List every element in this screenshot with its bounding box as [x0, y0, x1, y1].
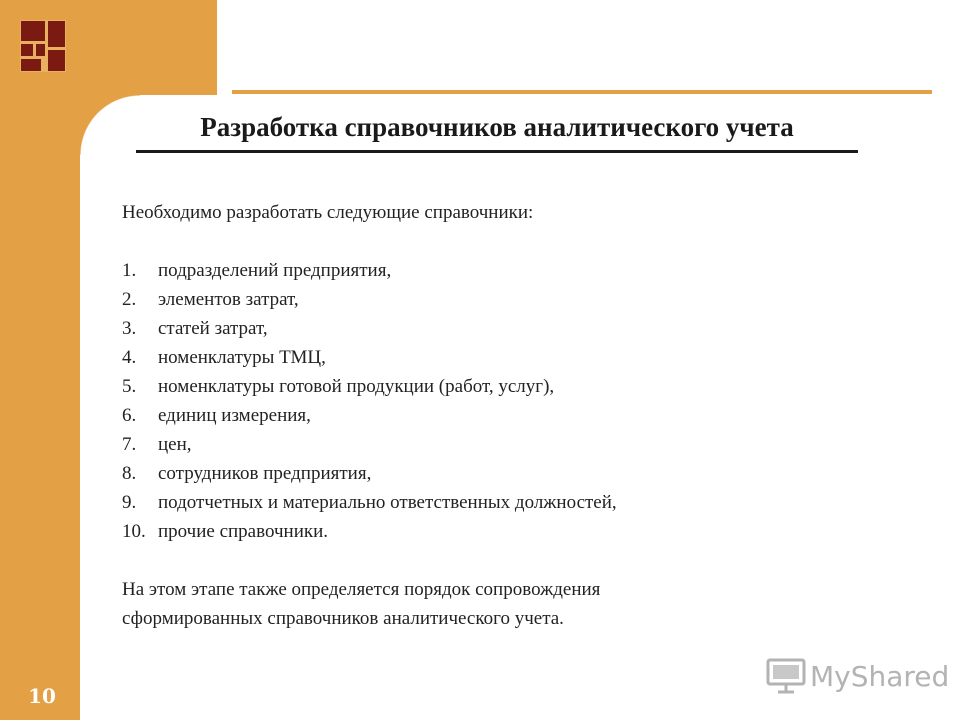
list-item-text: цен, [158, 434, 192, 455]
list-item-text: номенклатуры ТМЦ, [158, 347, 326, 368]
list-item [122, 401, 882, 430]
top-accent-rule [232, 90, 932, 94]
list-item-number: 3. [122, 318, 137, 339]
left-accent-bar [0, 0, 80, 720]
list-item-number: 10. [122, 521, 146, 542]
list-item-number: 9. [122, 492, 137, 513]
list-item-text: сотрудников предприятия, [158, 463, 372, 484]
watermark-text: MyShared [810, 659, 950, 693]
logo-icon [20, 20, 66, 72]
page-number: 10 [28, 684, 56, 708]
list-item [122, 488, 882, 517]
list-item-number: 1. [122, 260, 137, 281]
list-item [122, 372, 882, 401]
list-item-number: 5. [122, 376, 137, 397]
list-item [122, 343, 882, 372]
presentation-board-icon [766, 658, 806, 694]
list-item [122, 517, 882, 546]
list-item [122, 285, 882, 314]
accent-corner-curve [80, 95, 140, 155]
directory-list [122, 256, 882, 546]
list-item-number: 6. [122, 405, 137, 426]
watermark [766, 656, 949, 696]
list-item-text: прочие справочники. [158, 521, 329, 542]
list-item-text: статей затрат, [158, 318, 268, 339]
list-item-number: 8. [122, 463, 137, 484]
list-item-number: 2. [122, 289, 137, 310]
list-item-text: номенклатуры готовой продукции (работ, услуг), [158, 376, 555, 397]
title-underline [136, 150, 858, 153]
outro-text [122, 575, 882, 633]
intro-text: Необходимо разработать следующие справочники: [122, 202, 534, 223]
top-accent-block [80, 0, 217, 95]
slide-title: Разработка справочников аналитического учета [200, 112, 794, 142]
list-item-text: элементов затрат, [158, 289, 299, 310]
slide-body [122, 198, 882, 633]
list-item [122, 459, 882, 488]
list-item [122, 430, 882, 459]
list-item [122, 256, 882, 285]
outro-line-2: сформированных справочников аналитического учета. [122, 608, 564, 629]
list-item-text: единиц измерения, [158, 405, 311, 426]
outro-line-1: На этом этапе также определяется порядок сопровождения [122, 579, 601, 600]
list-item-number: 4. [122, 347, 137, 368]
list-item-number: 7. [122, 434, 137, 455]
list-item-text: подотчетных и материально ответственных должностей, [158, 492, 617, 513]
list-item [122, 314, 882, 343]
list-item-text: подразделений предприятия, [158, 260, 392, 281]
